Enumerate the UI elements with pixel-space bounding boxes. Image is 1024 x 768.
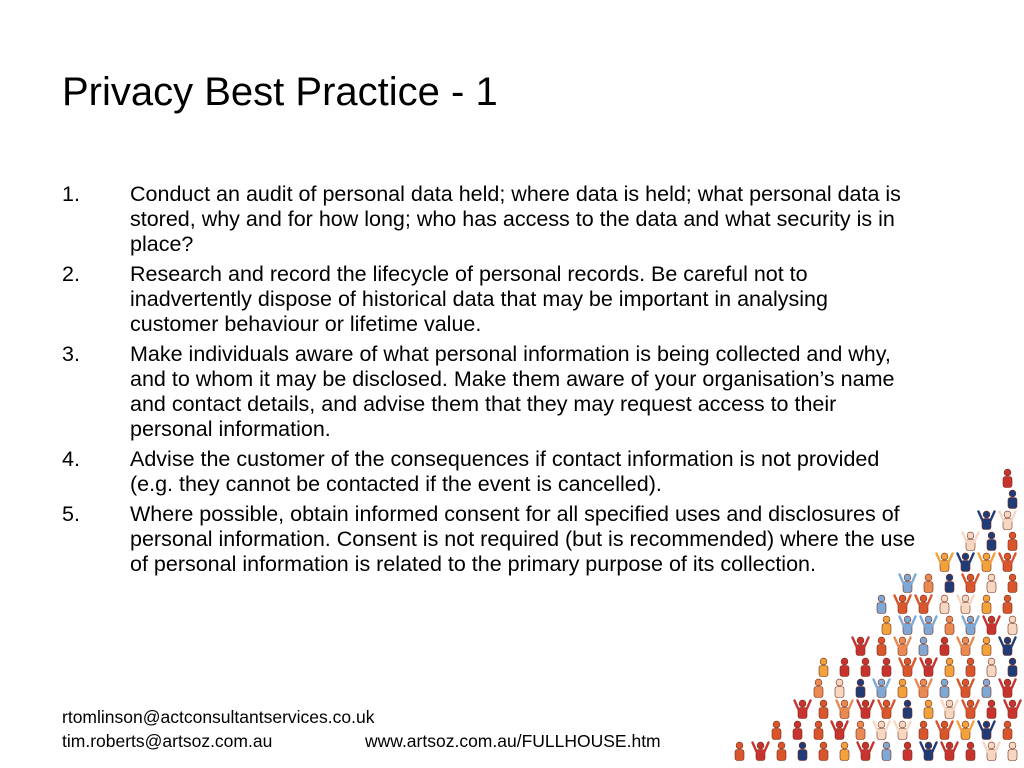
crowd-figure: [940, 679, 949, 697]
crowd-figure: [882, 616, 891, 634]
crowd-figure: [924, 700, 933, 718]
crowd-figure: [882, 742, 891, 760]
crowd-figure: [958, 595, 974, 613]
crowd-figure: [793, 721, 802, 739]
item-number: 4.: [62, 447, 80, 471]
crowd-figure: [958, 553, 974, 571]
crowd-figure: [984, 616, 1000, 634]
crowd-figure: [937, 721, 953, 739]
crowd-figure: [874, 721, 890, 739]
crowd-figure: [916, 679, 932, 697]
item-text: Make individuals aware of what personal information is being collected and why, and to whom it may be disclosed. Make them aware of your organisation’s name and contact details, and advise them that they may request access to their personal information.: [130, 342, 895, 441]
crowd-figure: [898, 679, 907, 697]
crowd-figure: [921, 616, 937, 634]
crowd-figure: [984, 742, 1000, 760]
crowd-figure: [942, 742, 958, 760]
list-item: [62, 262, 922, 337]
crowd-figure: [877, 595, 886, 613]
crowd-figure: [837, 700, 853, 718]
crowd-figure: [777, 742, 786, 760]
crowd-figure: [1008, 742, 1017, 760]
crowd-figure: [832, 721, 848, 739]
crowd-figure: [900, 658, 916, 676]
crowd-figure: [819, 658, 828, 676]
crowd-figure: [979, 511, 995, 529]
footer-email-1[interactable]: rtomlinson@actconsultantservices.co.uk: [62, 707, 375, 727]
crowd-figure: [987, 658, 996, 676]
list-item: [62, 342, 922, 442]
crowd-figure: [900, 616, 916, 634]
crowd-figure: [735, 742, 744, 760]
crowd-figure: [958, 721, 974, 739]
crowd-figure: [819, 700, 828, 718]
crowd-figure: [798, 742, 807, 760]
crowd-of-people-graphic: [724, 468, 1024, 768]
crowd-figure: [861, 658, 870, 676]
crowd-figure: [1000, 511, 1016, 529]
item-text: Advise the customer of the consequences if contact information is not provided (e.g. they cannot be contacted if the event is cancelled).: [130, 447, 880, 496]
crowd-figure: [979, 553, 995, 571]
crowd-figure: [945, 616, 954, 634]
crowd-figure: [895, 595, 911, 613]
item-text: Research and record the lifecycle of personal records. Be careful not to inadvertently dispose of historical data that may be important in analysing customer behaviour or lifetime value.: [130, 262, 828, 336]
crowd-figure: [895, 637, 911, 655]
crowd-figure: [1000, 679, 1016, 697]
crowd-figure: [963, 574, 979, 592]
item-number: 5.: [62, 502, 80, 526]
crowd-figure: [1005, 700, 1021, 718]
crowd-figure: [840, 742, 849, 760]
crowd-figure: [858, 700, 874, 718]
list-item: [62, 182, 922, 257]
crowd-figure: [987, 532, 996, 550]
crowd-figure: [858, 742, 874, 760]
crowd-figure: [882, 658, 891, 676]
crowd-figure: [945, 658, 954, 676]
crowd-figure: [1008, 658, 1017, 676]
crowd-figure: [1008, 616, 1017, 634]
crowd-figure: [895, 721, 911, 739]
crowd-figure: [940, 637, 949, 655]
crowd-figure: [772, 721, 781, 739]
crowd-figure: [856, 721, 865, 739]
crowd-figure: [819, 742, 828, 760]
footer-email-2[interactable]: tim.roberts@artsoz.com.au: [62, 731, 273, 751]
crowd-figure: [966, 742, 975, 760]
crowd-figure: [1003, 721, 1012, 739]
crowd-figure: [1008, 574, 1017, 592]
crowd-figure: [919, 637, 928, 655]
crowd-figure: [966, 658, 975, 676]
footer-website-link[interactable]: www.artsoz.com.au/FULLHOUSE.htm: [365, 731, 661, 751]
crowd-figure: [963, 532, 979, 550]
crowd-figure: [874, 679, 890, 697]
crowd-figure: [853, 637, 869, 655]
crowd-figure: [921, 658, 937, 676]
crowd-figure: [1008, 532, 1017, 550]
crowd-figure: [840, 658, 849, 676]
crowd-figure: [982, 637, 991, 655]
crowd-figure: [1003, 595, 1012, 613]
crowd-figure: [982, 595, 991, 613]
crowd-figure: [1000, 553, 1016, 571]
crowd-figure: [987, 574, 996, 592]
crowd-figure: [903, 700, 912, 718]
item-text: Conduct an audit of personal data held; where data is held; what personal data is stored, why and for how long; who has access to the data and what security is in place?: [130, 182, 901, 256]
crowd-figure: [795, 700, 811, 718]
crowd-figure: [921, 742, 937, 760]
item-number: 2.: [62, 262, 80, 286]
crowd-figure: [877, 637, 886, 655]
crowd-figure: [979, 721, 995, 739]
crowd-figure: [963, 616, 979, 634]
crowd-figure: [942, 700, 958, 718]
item-number: 1.: [62, 182, 80, 206]
crowd-figure: [916, 595, 932, 613]
crowd-figure: [919, 721, 928, 739]
crowd-figure: [1000, 637, 1016, 655]
slide-title: Privacy Best Practice - 1: [62, 70, 498, 114]
crowd-figure: [924, 574, 933, 592]
crowd-figure: [814, 721, 823, 739]
crowd-figure: [879, 700, 895, 718]
crowd-figure: [903, 742, 912, 760]
crowd-figure: [987, 700, 996, 718]
crowd-figure: [945, 574, 954, 592]
crowd-figure: [937, 553, 953, 571]
crowd-figure: [963, 700, 979, 718]
crowd-figure: [753, 742, 769, 760]
item-number: 3.: [62, 342, 80, 366]
crowd-figure: [1003, 469, 1012, 487]
crowd-figure: [835, 679, 844, 697]
crowd-figure: [982, 679, 991, 697]
crowd-figure: [900, 574, 916, 592]
crowd-figure: [1008, 490, 1017, 508]
crowd-figure: [958, 637, 974, 655]
crowd-figure: [856, 679, 865, 697]
crowd-figure: [814, 679, 823, 697]
item-text: Where possible, obtain informed consent for all specified uses and disclosures of personal information. Consent is not required (but is recommended) where the use of personal information is related to the primary purpose of its collection.: [130, 502, 916, 576]
crowd-figure: [940, 595, 949, 613]
crowd-figure: [958, 679, 974, 697]
